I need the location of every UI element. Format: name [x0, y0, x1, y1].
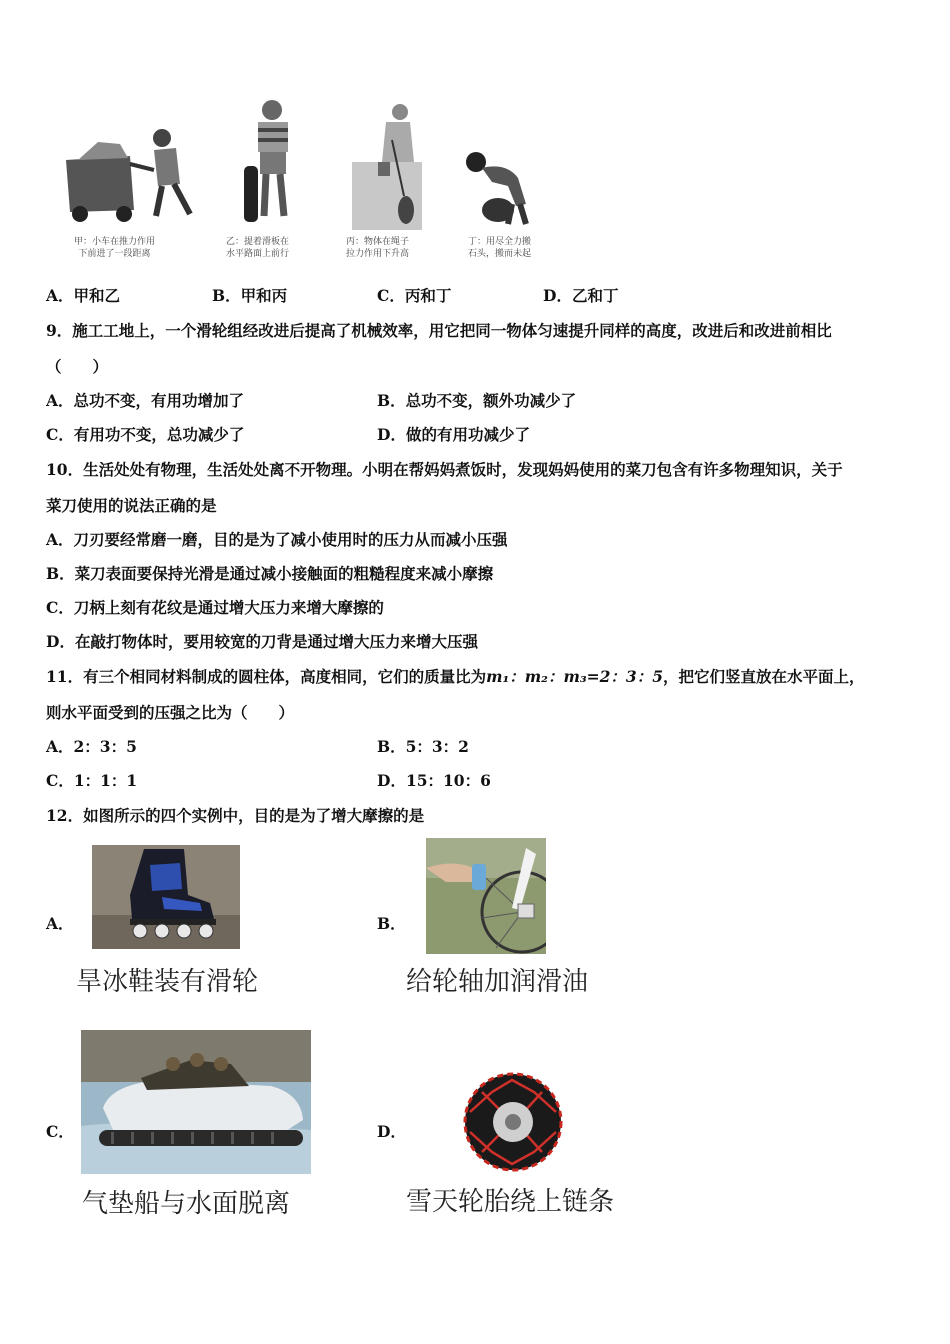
- q8-caption-bing: [346, 236, 409, 260]
- caption-line: 拉力作用下升高: [346, 249, 410, 259]
- rock-lift-illustration: [456, 148, 546, 228]
- q9-option-d[interactable]: D．做的有用功减少了: [377, 425, 530, 444]
- caption-line: 石头，搬而未起: [468, 249, 532, 259]
- q12-option-a-caption: 旱冰鞋装有滑轮: [76, 967, 259, 997]
- caption-line: 甲：小车在推力作用: [74, 237, 156, 247]
- bicycle-icon: [426, 838, 546, 954]
- q11-option-a[interactable]: A．2：3：5: [46, 737, 137, 756]
- q10-option-d[interactable]: D．在敲打物体时，要用较宽的刀背是通过增大压力来增大压强: [46, 632, 478, 651]
- q8-option-b[interactable]: B．甲和丙: [212, 286, 288, 305]
- snow-chain-tire-photo: [462, 1072, 564, 1172]
- q11-stem-post: ，把它们竖直放在水平面上，: [663, 667, 865, 686]
- caption-line: 丙：物体在绳子: [346, 237, 410, 247]
- q8-option-d[interactable]: D．乙和丁: [543, 286, 619, 305]
- q11-option-b[interactable]: B．5：3：2: [377, 737, 469, 756]
- q9-option-b[interactable]: B．总功不变，额外功减少了: [377, 391, 577, 410]
- cart-push-illustration: [58, 120, 208, 225]
- rope-lift-illustration: [348, 100, 428, 232]
- caption-line: 丁：用尽全力搬: [468, 237, 532, 247]
- caption-line: 下前进了一段距离: [78, 249, 151, 259]
- q12-option-d-caption: 雪天轮胎绕上链条: [406, 1187, 615, 1217]
- q10-stem: 10．生活处处有物理，生活处处离不开物理。小明在帮妈妈煮饭时，发现妈妈使用的菜刀包含有许多物理知识，关于: [46, 460, 843, 479]
- q12-option-a-letter[interactable]: A．: [46, 914, 74, 933]
- q11-option-d[interactable]: D．15：10：6: [377, 771, 491, 790]
- caption-line: 乙：提着滑板在: [226, 237, 290, 247]
- q8-option-a[interactable]: A．甲和乙: [46, 286, 121, 305]
- bike-lubrication-photo: [426, 838, 546, 954]
- q9-option-a[interactable]: A．总功不变，有用功增加了: [46, 391, 245, 410]
- inline-skate-icon: [92, 845, 240, 949]
- q10-option-b[interactable]: B．菜刀表面要保持光滑是通过减小接触面的粗糙程度来减小摩擦: [46, 564, 494, 583]
- hovercraft-photo: [81, 1030, 311, 1174]
- q11-option-c[interactable]: C．1：1：1: [46, 771, 138, 790]
- hovercraft-icon: [81, 1030, 311, 1174]
- inline-skate-photo: [92, 845, 240, 949]
- q10-option-a[interactable]: A．刀刃要经常磨一磨，目的是为了减小使用时的压力从而减小压强: [46, 530, 508, 549]
- q10-option-c[interactable]: C．刀柄上刻有花纹是通过增大压力来增大摩擦的: [46, 598, 384, 617]
- tire-chain-icon: [462, 1072, 564, 1172]
- q11-stem: [46, 667, 865, 687]
- boy-skateboard-illustration: [238, 98, 308, 230]
- q11-stem-cont: 则水平面受到的压强之比为（ ）: [46, 703, 295, 722]
- q8-caption-yi: [226, 236, 289, 260]
- q12-option-c-letter[interactable]: C．: [46, 1122, 74, 1141]
- q12-option-b-caption: 给轮轴加润滑油: [406, 967, 589, 997]
- q11-ratio-expr: m₁：m₂：m₃=2：3：5: [486, 667, 663, 686]
- caption-line: 水平路面上前行: [226, 249, 290, 259]
- q9-option-c[interactable]: C．有用功不变，总功减少了: [46, 425, 245, 444]
- q12-stem: 12．如图所示的四个实例中，目的是为了增大摩擦的是: [46, 806, 425, 825]
- q12-option-b-letter[interactable]: B．: [377, 914, 406, 933]
- q8-caption-ding: [468, 236, 531, 260]
- q9-stem-blank: （ ）: [46, 357, 109, 376]
- q8-caption-jia: [74, 236, 155, 260]
- q9-stem: 9．施工工地上，一个滑轮组经改进后提高了机械效率，用它把同一物体匀速提升同样的高度，改进后和改进前相比: [46, 321, 832, 340]
- q11-stem-pre: 11．有三个相同材料制成的圆柱体，高度相同，它们的质量比为: [46, 667, 487, 686]
- q8-option-c[interactable]: C．丙和丁: [377, 286, 452, 305]
- q10-stem-cont: 菜刀使用的说法正确的是: [46, 496, 217, 515]
- q12-option-c-caption: 气垫船与水面脱离: [82, 1189, 291, 1219]
- q12-option-d-letter[interactable]: D．: [377, 1122, 406, 1141]
